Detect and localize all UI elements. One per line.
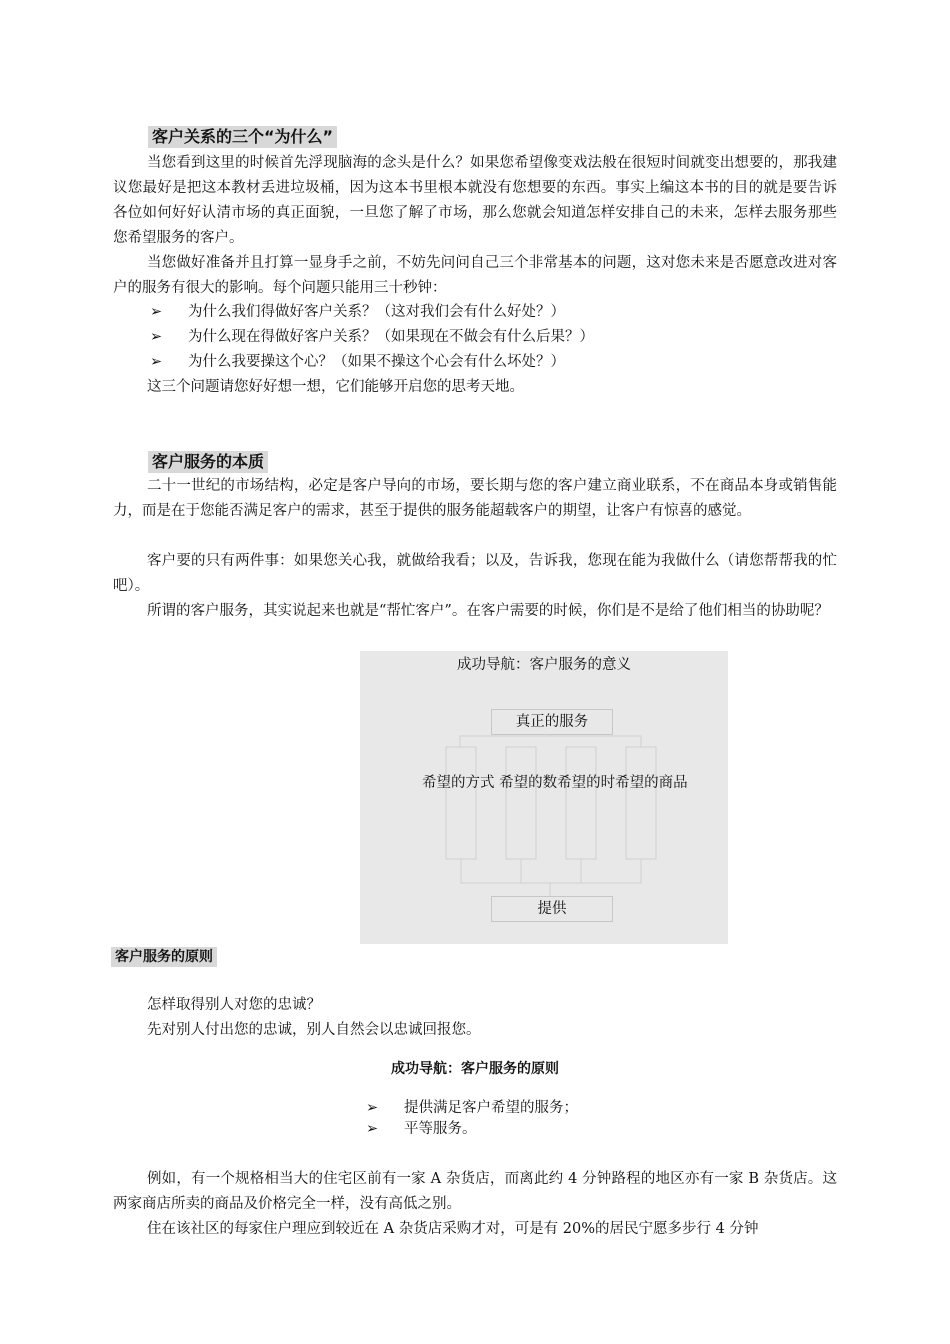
section-heading-why: 客户关系的三个“为什么” xyxy=(148,126,337,148)
paragraph: 这三个问题请您好好想一想，它们能够开启您的思考天地。 xyxy=(147,379,524,395)
paragraph: 当您看到这里的时候首先浮现脑海的念头是什么？如果您希望像变戏法般在很短时间就变出想要的，那我建议您最好是把这本教材丢进垃圾桶，因为这本书里根本就没有您想要的东西。事实上编这本书的目的就是要告诉各位如何好好认清市场的真正面貌，一旦您了解了市场，那么您就会知道怎样安排自己的未来，怎样去服务那些您希望服务的客户。 xyxy=(113,155,837,246)
paragraph: 住在该社区的每家住户理应到较近在 A 杂货店采购才对，可是有 20%的居民宁愿多步行 4 分钟 xyxy=(147,1221,759,1237)
paragraph: 当您做好准备并且打算一显身手之前，不妨先问问自己三个非常基本的问题，这对您未来是否愿意改进对客户的服务有很大的影响。每个问题只能用三十秒钟： xyxy=(113,255,837,296)
diagram-labels-wishes: 希望的方式 希望的数希望的时希望的商品 xyxy=(422,775,688,791)
arrow-bullet-icon: ➢ xyxy=(366,1121,379,1137)
arrow-bullet-icon: ➢ xyxy=(150,304,163,320)
text-line: 先对别人付出您的忠诚，别人自然会以忠诚回报您。 xyxy=(147,1022,481,1038)
text-line: 怎样取得别人对您的忠诚？ xyxy=(147,997,321,1013)
bullet-item xyxy=(366,1097,578,1120)
bullet-text: 为什么我们得做好客户关系？（这对我们会有什么好处？） xyxy=(188,304,565,320)
paragraph: 所谓的客户服务，其实说起来也就是“帮忙客户”。在客户需要的时候，你们是不是给了他们相当的协助呢？ xyxy=(147,603,829,619)
diagram-title: 成功导航：客户服务的意义 xyxy=(457,657,631,673)
bullet-item xyxy=(150,300,565,325)
arrow-bullet-icon: ➢ xyxy=(150,354,163,370)
paragraph: 客户要的只有两件事：如果您关心我，就做给我看；以及，告诉我，您现在能为我做什么（请您帮帮我的忙吧）。 xyxy=(113,553,837,594)
bullet-text: 为什么我要操这个心？（如果不操这个心会有什么坏处？） xyxy=(188,354,565,370)
diagram-box-real-service: 真正的服务 xyxy=(491,709,613,735)
service-meaning-diagram xyxy=(360,651,728,944)
paragraph: 二十一世纪的市场结构，必定是客户导向的市场，要长期与您的客户建立商业联系，不在商品本身或销售能力，而是在于您能否满足客户的需求，甚至于提供的服务能超载客户的期望，让客户有惊喜的感觉。 xyxy=(113,478,837,519)
bullet-text: 提供满足客户希望的服务； xyxy=(404,1100,578,1116)
paragraph: 例如，有一个规格相当大的住宅区前有一家 A 杂货店，而离此约 4 分钟路程的地区亦有一家 B 杂货店。这两家商店所卖的商品及价格完全一样，没有高低之别。 xyxy=(113,1171,837,1212)
nav-title-principles: 成功导航：客户服务的原则 xyxy=(391,1061,559,1077)
bullet-text: 平等服务。 xyxy=(404,1121,477,1137)
section-heading-essence: 客户服务的本质 xyxy=(148,451,268,473)
bullet-text: 为什么现在得做好客户关系？（如果现在不做会有什么后果？） xyxy=(188,329,594,345)
section-heading-principles: 客户服务的原则 xyxy=(111,947,217,967)
bullet-item xyxy=(150,350,565,375)
bullet-item xyxy=(366,1118,477,1141)
arrow-bullet-icon: ➢ xyxy=(366,1100,379,1116)
diagram-box-provide: 提供 xyxy=(491,896,613,922)
arrow-bullet-icon: ➢ xyxy=(150,329,163,345)
bullet-item xyxy=(150,325,594,350)
